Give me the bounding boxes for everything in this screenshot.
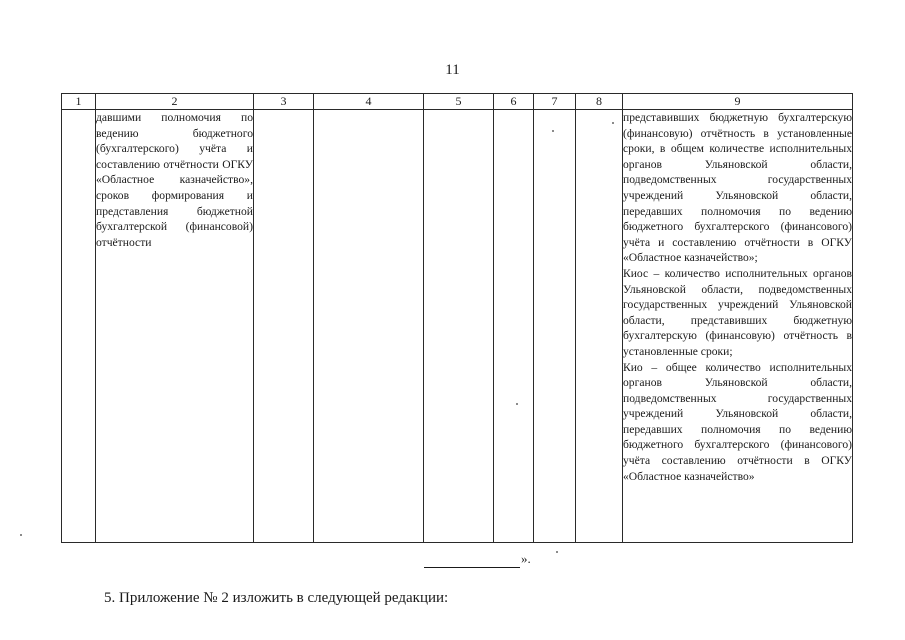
cell-col3	[254, 110, 314, 543]
scan-speck	[556, 551, 558, 553]
closing-quote: ».	[521, 551, 531, 566]
scan-speck	[20, 534, 22, 536]
cell-col2-text: давшими полномочия по ведению бюджетного (бухгалтерского) учёта и составлению отчётности ОГКУ «Областное казначейство», сроков формирования и представления бюджетной бухгалтерской (финансовой) отчётности	[96, 110, 254, 543]
scan-speck	[612, 122, 614, 124]
cell-col9-text	[623, 110, 853, 543]
column-header-4: 4	[314, 94, 424, 110]
column-header-8: 8	[576, 94, 623, 110]
cell-col1	[62, 110, 96, 543]
cell-col4	[314, 110, 424, 543]
column-header-1: 1	[62, 94, 96, 110]
col9-paragraph: Киос – количество исполнительных органов Ульяновской области, подведомственных государственных учреждений Ульяновской области, представивших бюджетную бухгалтерскую (финансовую) отчётность в установленные сроки;	[623, 266, 852, 358]
col9-paragraph: Кио – общее количество исполнительных органов Ульяновской области, подведомственных государственных учреждений Ульяновской области, передавших полномочия по ведению бюджетного бухгалтерского (финансового) учёта составлению отчётности в ОГКУ «Областное казначейство»	[623, 360, 852, 483]
column-header-7: 7	[534, 94, 576, 110]
cell-col5	[424, 110, 494, 543]
column-header-3: 3	[254, 94, 314, 110]
column-header-6: 6	[494, 94, 534, 110]
cell-col7	[534, 110, 576, 543]
column-header-5: 5	[424, 94, 494, 110]
col9-paragraph: представивших бюджетную бухгалтерскую (финансовую) отчётность в установленные сроки, в общем количестве исполнительных органов Ульяновской области, подведомственных государственных учреждений Ульяновской области, передавших полномочия по ведению бюджетного бухгалтерского (финансового) учёта и составлению отчётности в ОГКУ «Областное казначейство»;	[623, 111, 852, 265]
column-header-9: 9	[623, 94, 853, 110]
scan-speck	[516, 403, 518, 405]
scan-speck	[552, 130, 554, 132]
indicator-table	[61, 93, 853, 543]
page-number: 11	[445, 62, 460, 78]
table-row	[62, 110, 853, 543]
table-header-row	[62, 94, 853, 110]
signature-line	[424, 553, 520, 568]
cell-col8	[576, 110, 623, 543]
instruction-text: 5. Приложение № 2 изложить в следующей редакции:	[104, 590, 449, 606]
column-header-2: 2	[96, 94, 254, 110]
cell-col6	[494, 110, 534, 543]
